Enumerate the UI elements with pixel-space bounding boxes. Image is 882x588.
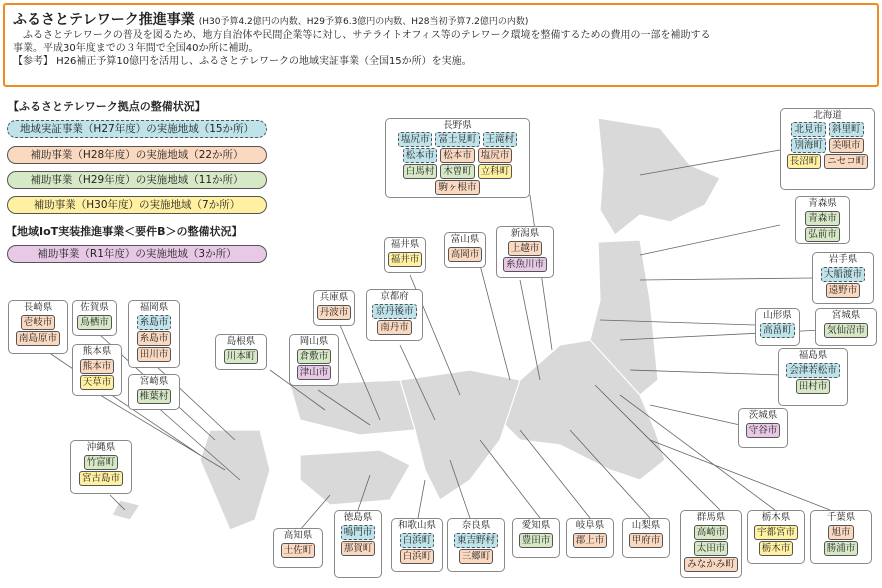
pref-name: 北海道 [813, 110, 842, 121]
city-tag: 糸島市 [137, 331, 172, 346]
pref-name: 宮城県 [831, 310, 861, 321]
pref-name: 岩手県 [828, 254, 858, 265]
city-tag: 福井市 [388, 252, 423, 267]
city-tag: 塩尻市 [478, 148, 513, 163]
pref-name: 徳島県 [343, 512, 373, 523]
pref-box-10 [384, 237, 426, 273]
city-tag: 美唄市 [829, 138, 864, 153]
pref-name: 山梨県 [631, 520, 661, 531]
city-tag: ニセコ町 [824, 154, 868, 169]
city-tag: 鳴門市 [341, 525, 376, 540]
city-tag: 弘前市 [805, 227, 840, 242]
shikoku-shape [300, 450, 410, 505]
pref-name: 兵庫県 [319, 292, 349, 303]
city-tag: 塩尻市 [398, 132, 433, 147]
city-tag: 立科町 [478, 164, 513, 179]
pref-name: 岡山県 [299, 336, 329, 347]
city-tag: 天草市 [80, 375, 115, 390]
budget-note: (H30予算4.2億円の内数、H29予算6.3億円の内数、H28当初予算7.2億円の内数) [198, 17, 529, 27]
city-tag: 青森市 [805, 211, 840, 226]
city-tag: 郡上市 [573, 533, 608, 548]
city-tag: 倉敷市 [297, 349, 332, 364]
city-tag: 富士見町 [435, 132, 479, 147]
pref-name: 茨城県 [748, 410, 778, 421]
city-tag: 川本町 [224, 349, 259, 364]
city-tag: 糸魚川市 [503, 257, 547, 272]
pref-name: 長崎県 [23, 302, 53, 313]
pref-box-25 [512, 518, 560, 558]
city-tag: 白浜町 [400, 533, 435, 548]
city-tag: 丹波市 [317, 305, 352, 320]
chugoku-shape [290, 380, 415, 435]
pref-box-3 [812, 252, 874, 304]
city-tag: 木曽町 [440, 164, 475, 179]
city-tag: 南丹市 [377, 320, 412, 335]
pref-box-23 [391, 518, 443, 572]
city-tag: 糸島市 [137, 315, 172, 330]
desc-line-1: ふるさとテレワークの普及を図るため、地方自治体や民間企業等に対し、サテライトオフィス等のテレワーク環境を整備するための費用の一部を補助する [13, 30, 711, 41]
pref-name: 京都府 [380, 291, 409, 302]
pref-box-9 [444, 232, 486, 268]
city-tag: 遠野市 [826, 283, 861, 298]
city-tag: 京丹後市 [372, 304, 416, 319]
pref-name: 栃木県 [761, 512, 791, 523]
pref-box-28 [680, 510, 742, 578]
pref-name: 佐賀県 [80, 302, 109, 313]
city-tag: 豊田市 [519, 533, 554, 548]
legend-h28: 補助事業（H28年度）の実施地域（22か所） [7, 146, 267, 164]
city-tag: 長沼町 [787, 154, 822, 169]
pref-name: 福井県 [390, 239, 420, 250]
pref-box-15 [8, 300, 68, 354]
pref-box-21 [273, 528, 323, 568]
city-tag: 松本市 [440, 148, 475, 163]
pref-box-1 [780, 108, 875, 190]
city-tag: 田村市 [796, 379, 831, 394]
legend-h29: 補助事業（H29年度）の実施地域（11か所） [7, 171, 267, 189]
pref-name: 愛知県 [521, 520, 551, 531]
city-tag: 別海町 [791, 138, 826, 153]
pref-name: 福岡県 [139, 302, 169, 313]
city-tag: 斜里町 [829, 122, 864, 137]
legend-title-iot: 【地域IoT実装推進事業＜要件B＞の整備状況】 [6, 225, 243, 238]
pref-name: 島根県 [226, 336, 256, 347]
city-tag: 守谷市 [746, 423, 781, 438]
city-tag: 松本市 [403, 148, 438, 163]
okinawa-shape [112, 500, 140, 520]
city-tag: みなかみ町 [684, 557, 738, 572]
city-tag: 熊本市 [80, 359, 115, 374]
pref-name: 群馬県 [696, 512, 726, 523]
city-tag: 宮古島市 [79, 471, 123, 486]
pref-name: 山形県 [763, 310, 792, 321]
pref-box-19 [128, 374, 180, 410]
pref-box-22 [334, 510, 382, 578]
city-tag: 気仙沼市 [824, 323, 868, 338]
city-tag: 壱岐市 [21, 315, 56, 330]
city-tag: 東吉野村 [454, 533, 498, 548]
pref-box-5 [815, 308, 877, 346]
city-tag: 太田市 [694, 541, 729, 556]
pref-name: 熊本県 [82, 346, 112, 357]
city-tag: 那賀町 [341, 541, 376, 556]
legend-h27: 地域実証事業（H27年度）の実施地域（15か所） [7, 120, 267, 138]
legend-r1: 補助事業（R1年度）の実施地域（3か所） [7, 245, 267, 263]
pref-box-14 [215, 334, 267, 370]
desc-line-2: 事業。平成30年度までの３年間で全国40か所に補助。 [13, 43, 259, 54]
pref-box-13 [289, 334, 339, 386]
pref-box-0 [385, 118, 530, 198]
pref-box-24 [447, 518, 505, 572]
page-title: ふるさとテレワーク推進事業 (H30予算4.2億円の内数、H29予算6.3億円の内数、H28当初予算7.2億円の内数) [13, 12, 529, 28]
city-tag: 旭市 [828, 525, 853, 540]
pref-box-30 [810, 510, 872, 564]
pref-box-8 [496, 226, 554, 278]
pref-box-26 [566, 518, 614, 558]
pref-box-12 [313, 290, 355, 326]
pref-name: 青森県 [808, 198, 837, 209]
pref-name: 高知県 [283, 530, 313, 541]
pref-name: 福島県 [798, 350, 828, 361]
legend-title-telework: 【ふるさとテレワーク拠点の整備状況】 [8, 100, 206, 113]
pref-name: 和歌山県 [397, 520, 436, 531]
city-tag: 上越市 [508, 241, 543, 256]
city-tag: 高崎市 [694, 525, 729, 540]
city-tag: 宇都宮市 [754, 525, 798, 540]
pref-name: 新潟県 [510, 228, 540, 239]
pref-box-6 [778, 348, 848, 406]
city-tag: 会津若松市 [786, 363, 840, 378]
city-tag: 王滝村 [483, 132, 518, 147]
city-tag: 南島原市 [16, 331, 60, 346]
city-tag: 勝浦市 [824, 541, 859, 556]
city-tag: 栃木市 [759, 541, 794, 556]
legend-h30: 補助事業（H30年度）の実施地域（7か所） [7, 196, 267, 214]
pref-box-16 [72, 300, 117, 336]
city-tag: 北見市 [791, 122, 826, 137]
pref-box-18 [72, 344, 122, 396]
pref-name: 岐阜県 [575, 520, 605, 531]
city-tag: 白浜町 [400, 549, 435, 564]
pref-box-11 [366, 289, 423, 341]
pref-box-27 [622, 518, 670, 558]
city-tag: 土佐町 [281, 543, 316, 558]
pref-name: 奈良県 [461, 520, 491, 531]
city-tag: 高畠町 [760, 323, 795, 338]
pref-box-2 [795, 196, 850, 244]
city-tag: 三郷町 [459, 549, 494, 564]
pref-box-20 [70, 440, 132, 494]
hokkaido-shape [598, 118, 720, 235]
pref-box-29 [747, 510, 805, 564]
city-tag: 甲府市 [629, 533, 664, 548]
city-tag: 津山市 [297, 365, 332, 380]
pref-name: 千葉県 [826, 512, 856, 523]
pref-name: 宮崎県 [139, 376, 169, 387]
kinki-shape [400, 370, 520, 500]
pref-name: 富山県 [450, 234, 480, 245]
city-tag: 白馬村 [403, 164, 438, 179]
kyushu-shape [200, 430, 270, 530]
pref-box-17 [128, 300, 180, 368]
desc-line-3: 【参考】 H26補正予算10億円を活用し、ふるさとテレワークの地域実証事業（全国15か所）を実施。 [13, 56, 472, 67]
pref-box-4 [755, 308, 800, 346]
city-tag: 大船渡市 [821, 267, 865, 282]
city-tag: 竹富町 [84, 455, 119, 470]
city-tag: 高岡市 [448, 247, 483, 262]
pref-box-7 [738, 408, 788, 448]
city-tag: 田川市 [137, 347, 172, 362]
city-tag: 駒ヶ根市 [435, 180, 479, 195]
pref-name: 沖縄県 [86, 442, 116, 453]
city-tag: 椎葉村 [137, 389, 172, 404]
pref-name: 長野県 [443, 120, 472, 131]
city-tag: 鳥栖市 [77, 315, 112, 330]
